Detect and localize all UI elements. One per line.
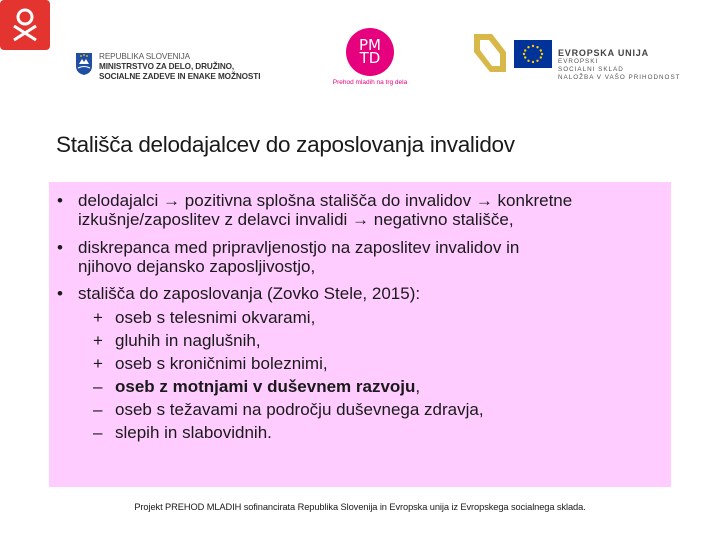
plus-sign: + bbox=[93, 308, 103, 327]
sub-item-text: oseb s težavami na področju duševnega zdravja, bbox=[115, 400, 484, 419]
eu-esf-logo bbox=[472, 30, 681, 82]
bullet-3-line-1: stališča do zaposlovanja (Zovko Stele, 2015): bbox=[78, 284, 421, 303]
slovenia-crest-icon bbox=[75, 52, 93, 76]
sub-item-text: gluhih in naglušnih, bbox=[115, 331, 261, 350]
pmtd-logo bbox=[330, 28, 410, 86]
ministry-line-2: MINISTRSTVO ZA DELO, DRUŽINO, bbox=[99, 62, 235, 71]
esf-mark-icon bbox=[472, 30, 508, 76]
ministry-line-1: REPUBLIKA SLOVENIJA bbox=[99, 52, 190, 61]
pmtd-letters-top: PM bbox=[359, 36, 381, 54]
bullet-1-line-2: izkušnje/zaposlitev z delavci invalidi → negativno stališče, bbox=[78, 210, 514, 229]
bullet-2-line-1: diskrepanca med pripravljenostjo na zaposlitev invalidov in bbox=[78, 238, 520, 257]
minus-sign: – bbox=[93, 377, 103, 396]
bullet-dot: • bbox=[57, 284, 63, 303]
minus-sign: – bbox=[93, 400, 103, 419]
content-box bbox=[49, 182, 671, 487]
pmtd-circle bbox=[346, 28, 394, 76]
sub-item-text-bold: oseb z motnjami v duševnem razvoju bbox=[115, 377, 416, 396]
sub-item-text: oseb s kroničnimi boleznimi, bbox=[115, 354, 328, 373]
minus-sign: – bbox=[93, 423, 103, 442]
footer-text: Projekt PREHOD MLADIH sofinancirata Republika Slovenija in Evropska unija iz Evropskega socialnega sklada. bbox=[134, 502, 586, 512]
eu-flag-icon bbox=[514, 40, 552, 68]
bullet-1-line-1: delodajalci → pozitivna splošna stališča do invalidov → konkretne bbox=[78, 191, 573, 210]
sub-item-text: oseb s telesnimi okvarami, bbox=[115, 308, 316, 327]
eu-line-4: NALOŽBA V VAŠO PRIHODNOST bbox=[558, 74, 681, 81]
sub-item-3 bbox=[93, 354, 328, 373]
sub-item-5 bbox=[93, 400, 484, 419]
sub-item-4 bbox=[93, 377, 420, 396]
eu-title: EVROPSKA UNIJA bbox=[558, 48, 649, 58]
sub-item-6 bbox=[93, 423, 272, 442]
ministry-line-3: SOCIALNE ZADEVE IN ENAKE MOŽNOSTI bbox=[99, 72, 261, 81]
bullet-dot: • bbox=[57, 191, 63, 210]
eu-line-2: EVROPSKI bbox=[558, 58, 599, 65]
ministry-logo bbox=[75, 52, 260, 82]
pmtd-caption: Prehod mladih na trg dela bbox=[332, 79, 408, 86]
eu-line-3: SOCIALNI SKLAD bbox=[558, 66, 624, 73]
plus-sign: + bbox=[93, 354, 103, 373]
sub-item-text: slepih in slabovidnih. bbox=[115, 423, 272, 442]
sub-item-2 bbox=[93, 331, 261, 350]
bullet-2-line-2: njihovo dejansko zaposljivostjo, bbox=[78, 257, 316, 276]
slide-title: Stališča delodajalcev do zaposlovanja invalidov bbox=[56, 132, 515, 157]
plus-sign: + bbox=[93, 331, 103, 350]
sub-item-text-after: , bbox=[415, 377, 421, 396]
people-network-icon bbox=[0, 0, 50, 50]
bullet-dot: • bbox=[57, 238, 63, 257]
sub-item-1 bbox=[93, 308, 315, 327]
pmtd-letters-bottom: TD bbox=[359, 49, 381, 67]
